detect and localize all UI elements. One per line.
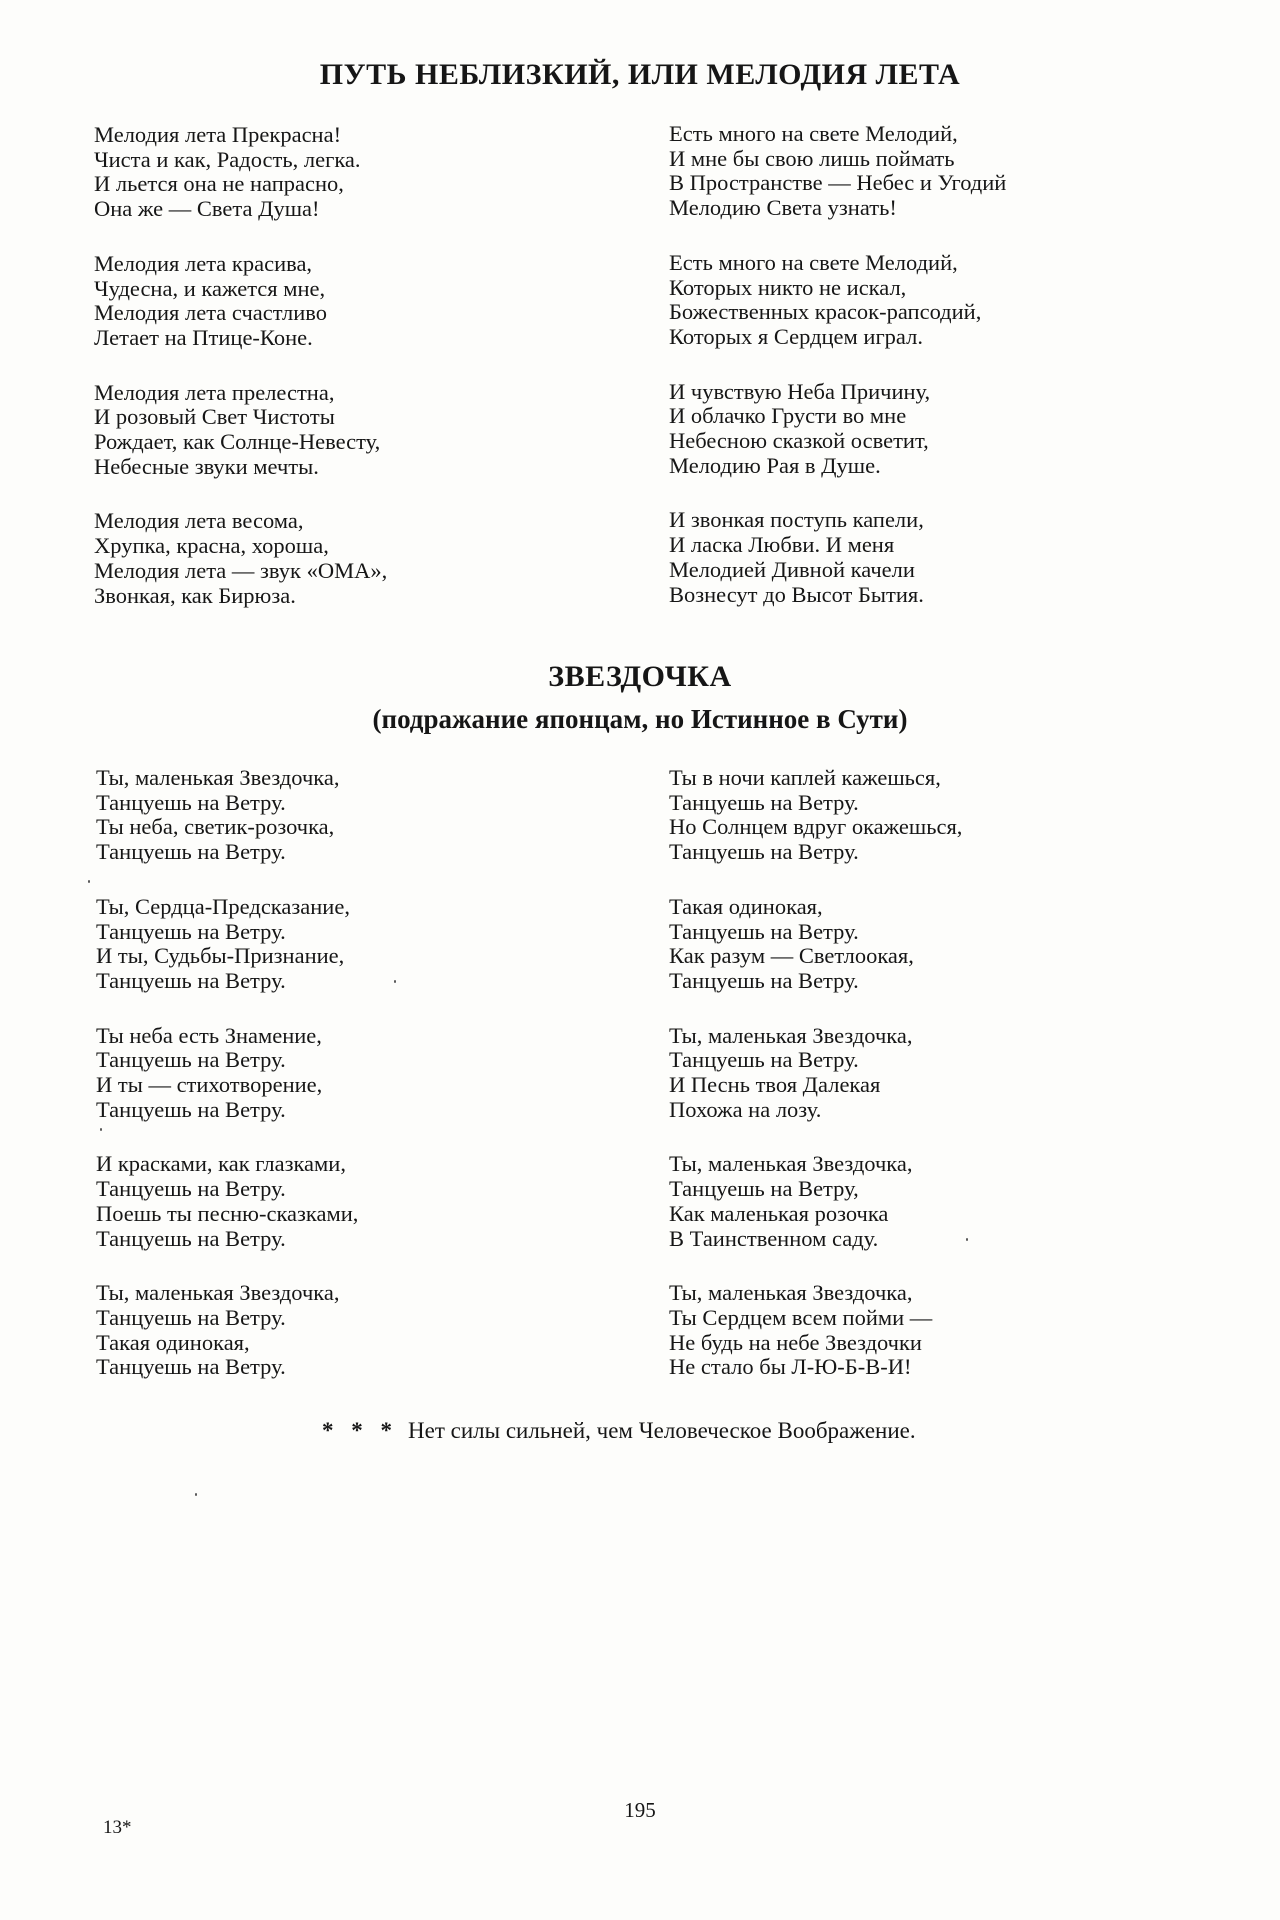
verse-line: Мелодию Рая в Душе. [669,452,881,478]
stanza [96,1152,616,1251]
verse-line: Божественных красок-рапсодий, [669,299,982,325]
verse-line: Хрупка, красна, хороша, [94,533,329,559]
verse-line: Как разум — Светлоокая, [669,943,914,969]
poem1-right-column [669,122,1189,637]
verse-line: Танцуешь на Ветру. [96,1096,286,1122]
verse-line: Как маленькая розочка [669,1200,889,1226]
verse-line: Вознесут до Высот Бытия. [669,581,924,607]
paper-speck [966,1238,968,1241]
verse-line: И красками, как глазками, [96,1151,346,1177]
stanza [94,252,614,351]
verse-line: И ты — стихотворение, [96,1072,323,1098]
stanza [669,1024,1189,1123]
verse-line: И Песнь твоя Далекая [669,1072,881,1098]
stanza [669,251,1189,350]
verse-line: Ты, маленькая Звездочка, [96,765,340,790]
verse-line: И звонкая поступь капели, [669,507,924,533]
verse-line: Рождает, как Солнце-Невесту, [94,429,381,455]
stanza [96,1024,616,1123]
stanza [669,122,1189,221]
stanza [96,1281,616,1380]
verse-line: И ты, Судьбы-Признание, [96,943,345,969]
verse-line: Танцуешь на Ветру. [669,839,859,865]
verse-line: Ты, Сердца-Предсказание, [96,893,350,919]
verse-line: Которых никто не искал, [669,274,907,300]
stanza [669,1281,1189,1380]
poem2-subtitle: (подражание японцам, но Истинное в Сути) [372,704,908,734]
verse-line: Похожа на лозу. [669,1096,822,1122]
verse-line: Есть много на свете Мелодий, [669,249,958,275]
verse-line: Такая одинокая, [669,893,823,919]
verse-line: Танцуешь на Ветру. [96,1047,286,1073]
verse-line: Такая одинокая, [96,1329,250,1355]
verse-line: Мелодия лета Прекрасна! [94,122,342,147]
verse-line: Мелодия лета прелестна, [94,379,335,405]
verse-line: Летает на Птице-Коне. [94,324,313,350]
verse-line: В Пространстве — Небес и Угодий [669,170,1007,196]
stanza [669,380,1189,479]
verse-line: Она же — Света Душа! [94,196,320,222]
verse-line: Чиста и как, Радость, легка. [94,146,361,172]
verse-line: И облачко Грусти во мне [669,403,907,429]
poem2-left-column [96,766,616,1410]
footnote-text: Нет силы сильней, чем Человеческое Воображение. [408,1418,916,1443]
verse-line: Танцуешь на Ветру. [96,918,286,944]
stanza [96,766,616,865]
verse-line: Мелодия лета красива, [94,250,313,276]
verse-line: Мелодия лета — звук «ОМА», [94,557,388,583]
stanza [669,895,1189,994]
verse-line: И ласка Любви. И меня [669,532,895,558]
paper-speck [195,1493,197,1496]
poem2-title: ЗВЕЗДОЧКА [548,660,732,693]
verse-line: Танцуешь на Ветру. [96,1176,286,1202]
verse-line: Мелодию Света узнать! [669,195,897,221]
page-number: 195 [624,1798,656,1822]
footnote [322,1418,916,1444]
verse-line: Мелодия лета весома, [94,508,304,534]
verse-line: Небесною сказкой осветит, [669,428,929,454]
verse-line: Танцуешь на Ветру. [96,839,286,865]
stanza [96,895,616,994]
stanza [669,766,1189,865]
verse-line: Танцуешь на Ветру. [669,1047,859,1073]
stanza [94,123,614,222]
stanza [94,509,614,608]
signature-mark: 13* [103,1817,132,1838]
verse-line: И чувствую Неба Причину, [669,378,931,404]
verse-line: Но Солнцем вдруг окажешься, [669,814,963,840]
poem1-left-column [94,123,614,638]
paper-speck [394,980,396,983]
verse-line: В Таинственном саду. [669,1225,879,1251]
verse-line: Ты, маленькая Звездочка, [96,1280,340,1306]
verse-line: Танцуешь на Ветру. [96,1354,286,1380]
verse-line: Не стало бы Л-Ю-Б-В-И! [669,1354,912,1380]
paper-speck [100,1128,102,1131]
verse-line: Которых я Сердцем играл. [669,323,923,349]
verse-line: Ты, маленькая Звездочка, [669,1022,913,1048]
paper-speck [88,880,90,883]
verse-line: Танцуешь на Ветру. [96,789,286,815]
verse-line: Ты, маленькая Звездочка, [669,1280,913,1306]
stanza [669,508,1189,607]
verse-line: Танцуешь на Ветру. [669,789,859,815]
verse-line: Танцуешь на Ветру. [669,918,859,944]
verse-line: И розовый Свет Чистоты [94,404,335,430]
verse-line: Мелодия лета счастливо [94,300,328,326]
verse-line: Поешь ты песню-сказками, [96,1200,359,1226]
verse-line: Не будь на небе Звездочки [669,1329,922,1355]
poem1-title: ПУТЬ НЕБЛИЗКИЙ, ИЛИ МЕЛОДИЯ ЛЕТА [319,58,961,91]
verse-line: Небесные звуки мечты. [94,453,319,479]
verse-line: Есть много на свете Мелодий, [669,121,958,146]
verse-line: Чудесна, и кажется мне, [94,275,326,301]
footnote-stars: * * * [322,1418,398,1443]
verse-line: Ты Сердцем всем пойми — [669,1304,933,1330]
verse-line: Ты неба есть Знамение, [96,1022,322,1048]
verse-line: Танцуешь на Ветру. [96,1304,286,1330]
poem2-right-column [669,766,1189,1410]
verse-line: Ты в ночи каплей кажешься, [669,765,941,790]
verse-line: Танцуешь на Ветру, [669,1176,859,1202]
verse-line: И мне бы свою лишь поймать [669,145,955,171]
verse-line: Танцуешь на Ветру. [669,967,859,993]
verse-line: И льется она не напрасно, [94,171,344,197]
verse-line: Мелодией Дивной качели [669,556,915,582]
verse-line: Звонкая, как Бирюза. [94,582,296,608]
verse-line: Танцуешь на Ветру. [96,1225,286,1251]
verse-line: Ты неба, светик-розочка, [96,814,335,840]
verse-line: Танцуешь на Ветру. [96,967,286,993]
stanza [669,1152,1189,1251]
stanza [94,381,614,480]
verse-line: Ты, маленькая Звездочка, [669,1151,913,1177]
